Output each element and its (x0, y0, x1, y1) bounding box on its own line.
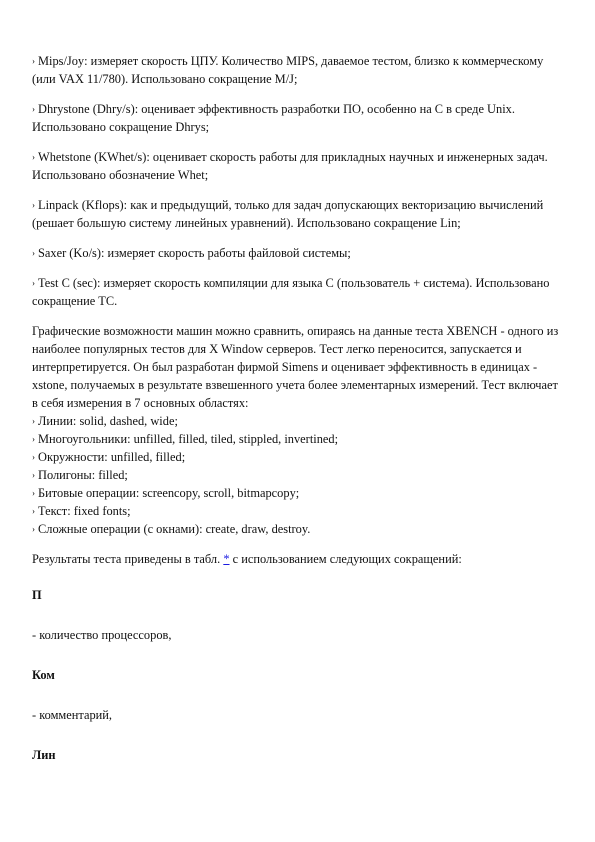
bullet-icon: › (32, 104, 35, 114)
xbench-area-text: Многоугольники: unfilled, filled, tiled, stippled, invertined; (38, 432, 339, 446)
document-page (32, 52, 562, 786)
bullet-icon: › (32, 470, 35, 480)
xbench-area-complex (32, 520, 562, 538)
bullet-icon: › (32, 416, 35, 426)
results-paragraph (32, 550, 562, 568)
xbench-area-lines (32, 412, 562, 430)
results-text-before: Результаты теста приведены в табл. (32, 552, 224, 566)
abbrev-term-processors: П (32, 588, 42, 602)
bench-item-whetstone (32, 148, 562, 184)
table-reference-link[interactable]: * (223, 552, 230, 566)
abbrev-def-processors: - количество процессоров, (32, 628, 172, 642)
bullet-icon: › (32, 434, 35, 444)
bench-item-linpack (32, 196, 562, 232)
xbench-area-polygons (32, 430, 562, 448)
xbench-area-text: Сложные операции (с окнами): create, draw, destroy. (38, 522, 311, 536)
bench-item-text: Mips/Joy: измеряет скорость ЦПУ. Количество MIPS, даваемое тестом, близко к коммерческому (или VAX 11/780). Использовано сокращение M/J; (32, 54, 544, 86)
bullet-icon: › (32, 278, 35, 288)
bullet-icon: › (32, 488, 35, 498)
xbench-area-bitops (32, 484, 562, 502)
bullet-icon: › (32, 452, 35, 462)
xbench-area-text: Битовые операции: screencopy, scroll, bitmapcopy; (38, 486, 300, 500)
bench-item-text: Saxer (Ko/s): измеряет скорость работы файловой системы; (38, 246, 351, 260)
bench-item-testc (32, 274, 562, 310)
abbrev-term-comment: Ком (32, 668, 55, 682)
xbench-area-text: Линии: solid, dashed, wide; (38, 414, 178, 428)
bench-item-mips (32, 52, 562, 88)
bullet-icon: › (32, 506, 35, 516)
xbench-intro: Графические возможности машин можно сравнить, опираясь на данные теста XBENCH - одного из наиболее популярных тестов для X Window серверов. Тест легко переносится, запускается и интерпретируется. Он был разработан фирмой Simens и оценивает эффективность в единицах - xstone, получаемых в результате взвешенного учета более элементарных измерений. Тест включает в себя измерения в 7 основных областях: (32, 324, 559, 410)
bullet-icon: › (32, 248, 35, 258)
bench-item-saxer (32, 244, 562, 262)
bench-item-text: Whetstone (KWhet/s): оценивает скорость работы для прикладных научных и инженерных задач. Использовано обозначение Whet; (32, 150, 548, 182)
abbrev-term-lin: Лин (32, 748, 56, 762)
bullet-icon: › (32, 200, 35, 210)
xbench-area-text-fonts (32, 502, 562, 520)
xbench-area-text: Текст: fixed fonts; (38, 504, 131, 518)
abbrev-def-comment: - комментарий, (32, 708, 113, 722)
xbench-area-text: Окружности: unfilled, filled; (38, 450, 186, 464)
bullet-icon: › (32, 56, 35, 66)
xbench-area-circles (32, 448, 562, 466)
bench-item-text: Linpack (Kflops): как и предыдущий, только для задач допускающих векторизацию вычислений (решает большую систему линейных уравнений). Использовано сокращение Lin; (32, 198, 544, 230)
bench-item-dhrystone (32, 100, 562, 136)
bench-item-text: Test C (sec): измеряет скорость компиляции для языка C (пользователь + система). Использовано сокращение TC. (32, 276, 550, 308)
bullet-icon: › (32, 524, 35, 534)
bullet-icon: › (32, 152, 35, 162)
xbench-section (32, 322, 562, 538)
results-text-after: с использованием следующих сокращений: (229, 552, 462, 566)
xbench-area-filled-polygons (32, 466, 562, 484)
xbench-area-text: Полигоны: filled; (38, 468, 128, 482)
bench-item-text: Dhrystone (Dhry/s): оценивает эффективность разработки ПО, особенно на C в среде Unix. Использовано сокращение Dhrys; (32, 102, 515, 134)
